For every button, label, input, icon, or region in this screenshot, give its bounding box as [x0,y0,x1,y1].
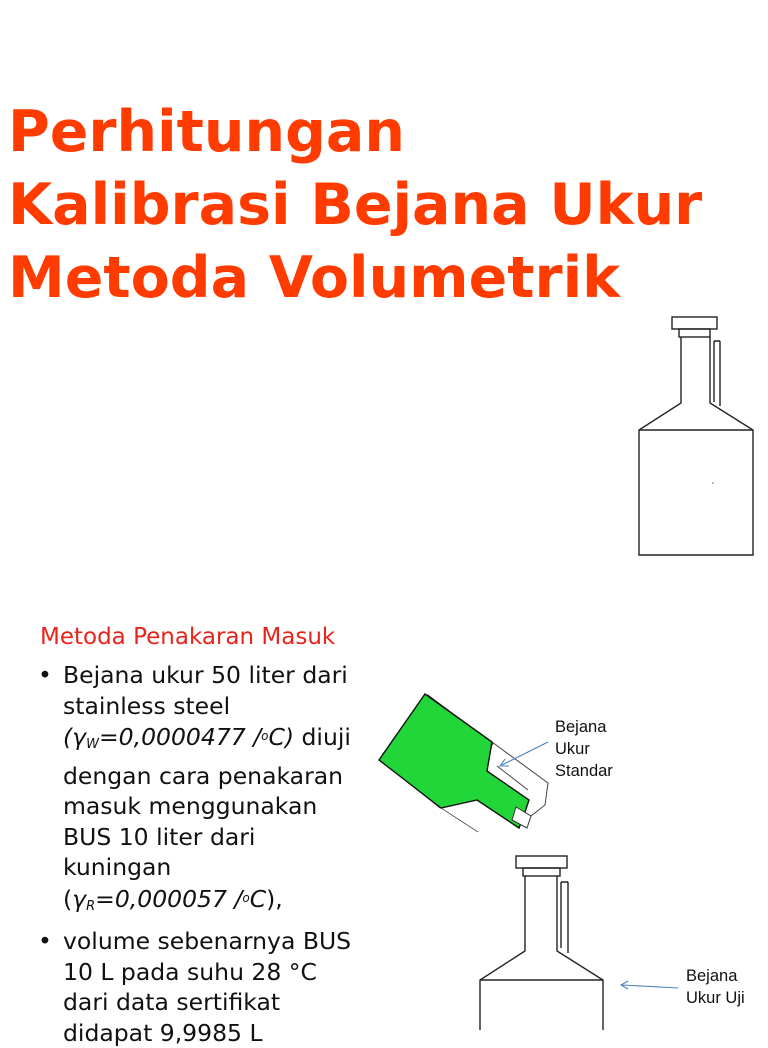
gamma-subscript-w: W [86,737,99,752]
bullet2-line2: 10 L pada suhu 28 °C [63,957,396,988]
bullet-dot: • [38,926,52,957]
degree-mark-r: o [242,891,249,905]
paren-close-r: ), [266,885,283,913]
label-standard-measure [555,716,613,782]
bullet1-line1: Bejana ukur 50 liter dari [63,660,396,691]
bottle-top-outline [639,317,753,555]
label-standard-line2: Ukur [555,738,613,760]
gamma-symbol-r: γ [72,885,86,913]
title-line-2: Kalibrasi Bejana Ukur [8,169,768,242]
bullet1-line8 [63,883,396,923]
coefficient-w: =0,0000477 / [99,723,261,751]
bottle-top-dot [712,482,714,484]
bullet-dot: • [38,660,52,691]
bullet1-line2: stainless steel [63,691,396,722]
label-standard-line3: Standar [555,760,613,782]
bullet2-line3: dari data sertifikat [63,987,396,1018]
tilted-vessel-gauge [497,766,528,790]
gamma-subscript-r: R [86,899,95,914]
bullet-list [36,660,396,1048]
tilted-vessel-cap [512,807,531,828]
tilted-standard-measure [379,694,548,832]
bullet1-line3-rest: diuji [294,723,351,751]
unit-w: C) [268,723,294,751]
label-test-measure [686,965,745,1009]
bullet-item-1 [36,660,396,922]
label-standard-line1: Bejana [555,716,613,738]
tilted-vessel-shadow [380,695,493,808]
test-label-arrow [621,981,678,989]
method-subheading: Metoda Penakaran Masuk [40,624,335,650]
tilted-vessel-neck-outline [492,742,548,816]
tilted-vessel-lower-edge [441,808,478,832]
test-vessel-outline [480,856,603,1030]
bullet-item-2 [36,926,396,1048]
bullet2-line4: didapat 9,9985 L [63,1018,396,1048]
standard-label-arrow [500,742,548,766]
bullet1-line4: dengan cara penakaran [63,761,396,792]
unit-r: C [250,885,266,913]
label-test-line1: Bejana [686,965,745,987]
paren-open-r: ( [63,885,72,913]
bullet1-line6: BUS 10 liter dari [63,822,396,853]
bullet1-line5: masuk menggunakan [63,791,396,822]
label-test-line2: Ukur Uji [686,987,745,1009]
bullet1-line7: kuningan [63,852,396,883]
bullet2-line1: volume sebenarnya BUS [63,926,396,957]
slide-title [8,96,768,315]
gamma-symbol: γ [72,723,86,751]
title-line-3: Metoda Volumetrik [8,242,768,315]
paren-open: ( [63,723,72,751]
degree-mark: o [261,729,268,743]
title-line-1: Perhitungan [8,96,768,169]
bullet1-line3 [63,721,396,761]
tilted-vessel-body [379,694,529,828]
coefficient-r: =0,000057 / [95,885,242,913]
